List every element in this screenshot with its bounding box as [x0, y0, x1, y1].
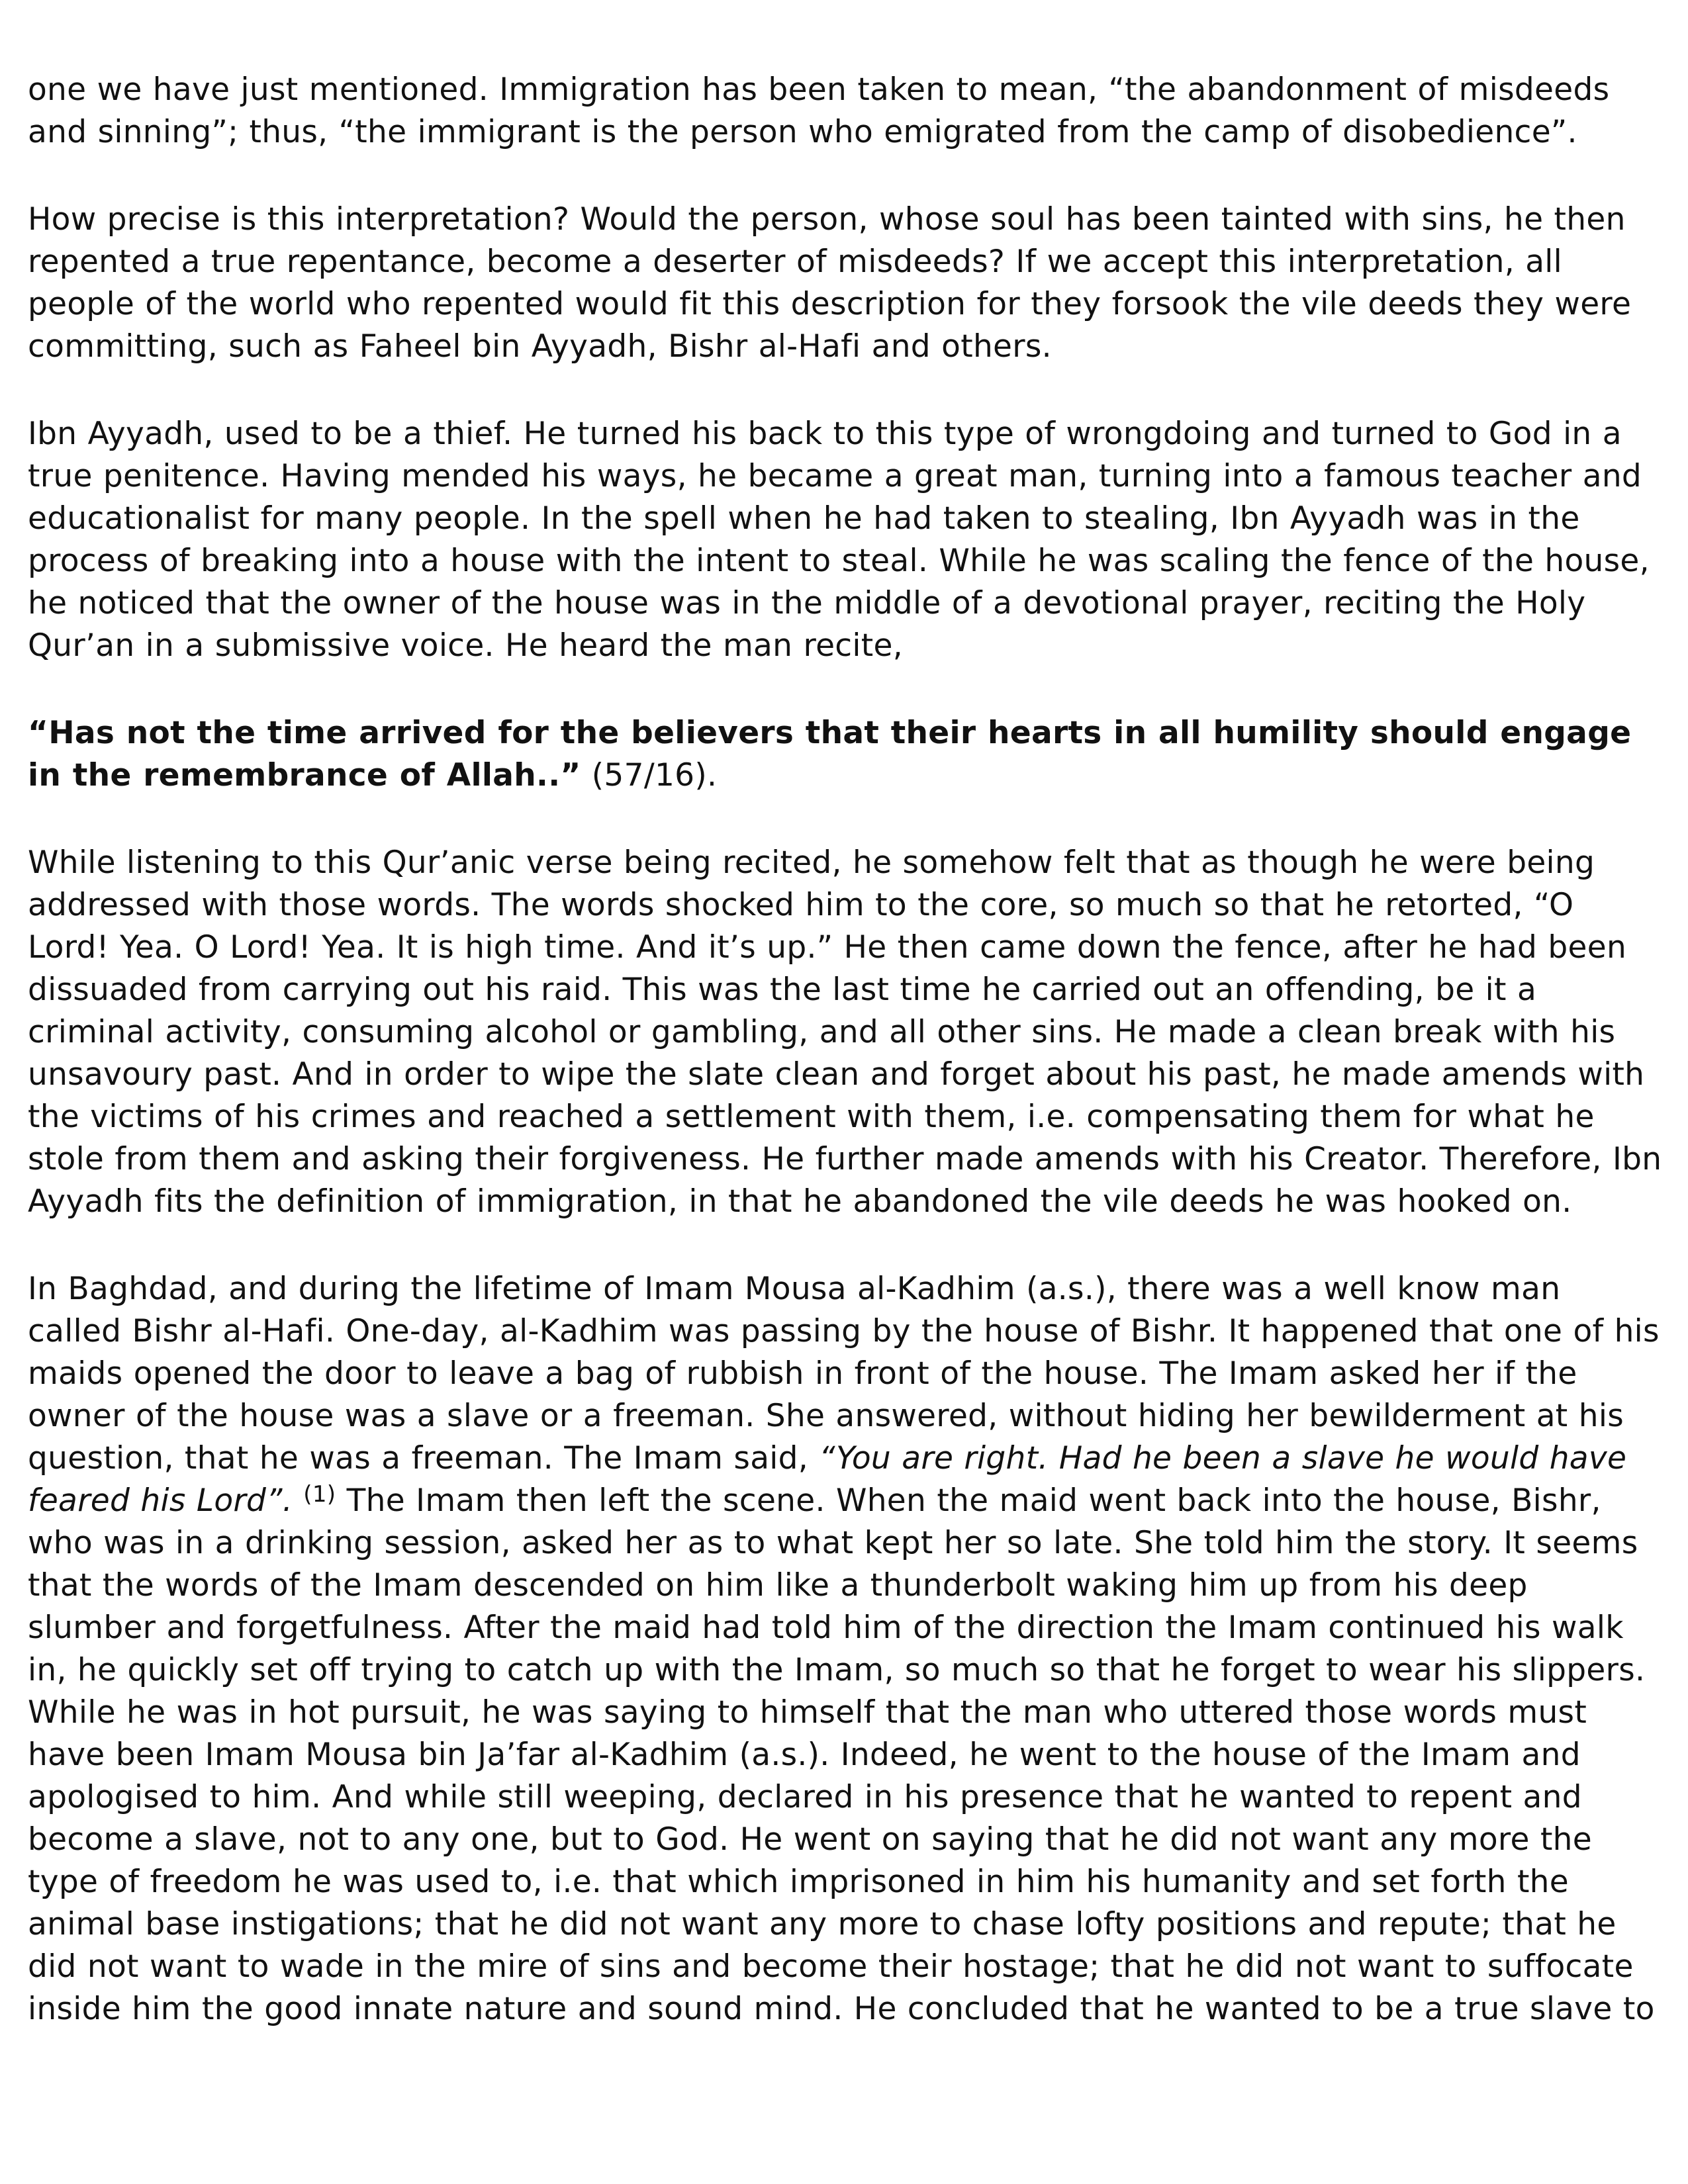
document-page	[28, 69, 1663, 2030]
paragraph-bishr-al-hafi	[28, 1268, 1663, 2030]
paragraph-gap	[28, 797, 1663, 842]
bishr-text-before: In Baghdad, and during the lifetime of Imam Mousa al-Kadhim (a.s.), there was a well know man called Bishr al-Hafi. One-day, al-Kadhim was passing by the house of Bishr. It happened that one of his maids opened the door to leave a bag of rubbish in front of the house. The Imam asked her if the owner of the house was a slave or a freeman. She answered, without hiding her bewilderment at his question, that he was a freeman. The Imam said,	[28, 1271, 1660, 1477]
paragraph-gap	[28, 368, 1663, 413]
quran-verse-text: “Has not the time arrived for the believers that their hearts in all humility should engage in the remembrance of Allah..”	[28, 715, 1632, 794]
paragraph-interpretation-question: How precise is this interpretation? Would the person, whose soul has been tainted with sins, he then repented a true repentance, become a deserter of misdeeds? If we accept this interpretation, all people of the world who repented would fit this description for they forsook the vile deeds they were committing, such as Faheel bin Ayyadh, Bishr al-Hafi and others.	[28, 201, 1632, 365]
paragraph-gap	[28, 154, 1663, 199]
imam-quote: “You are right. Had he been a slave he would have feared his Lord”.	[28, 1440, 1627, 1519]
paragraph-verse-effect: While listening to this Qur’anic verse being recited, he somehow felt that as though he were being addressed with those words. The words shocked him to the core, so much so that he retorted, “O Lord! Yea. O Lord! Yea. It is high time. And it’s up.” He then came down the fence, after he had been dissuaded from carrying out his raid. This was the last time he carried out an offending, be it a criminal activity, consuming alcohol or gambling, and all other sins. He made a clean break with his unsavoury past. And in order to wipe the slate clean and forget about his past, he made amends with the victims of his crimes and reached a settlement with them, i.e. compensating them for what he stole from them and asking their forgiveness. He further made amends with his Creator. Therefore, Ibn Ayyadh fits the definition of immigration, in that he abandoned the vile deeds he was hooked on.	[28, 844, 1662, 1220]
paragraph-ibn-ayyadh-thief: Ibn Ayyadh, used to be a thief. He turned his back to this type of wrongdoing and turned to God in a true penitence. Having mended his ways, he became a great man, turning into a famous teacher and educationalist for many people. In the spell when he had taken to stealing, Ibn Ayyadh was in the process of breaking into a house with the intent to steal. While he was scaling the fence of the house, he noticed that the owner of the house was in the middle of a devotional prayer, reciting the Holy Qur’an in a submissive voice. He heard the man recite,	[28, 416, 1650, 664]
verse-reference: (57/16).	[581, 757, 718, 794]
quran-quote	[28, 712, 1663, 797]
paragraph-gap	[28, 1223, 1663, 1268]
paragraph-gap	[28, 667, 1663, 712]
footnote-marker[interactable]: (1)	[303, 1481, 336, 1508]
bishr-text-after: The Imam then left the scene. When the maid went back into the house, Bishr, who was in a drinking session, asked her as to what kept her so late. She told him the story. It seems that the words of the Imam descended on him like a thunderbolt waking him up from his deep slumber and forgetfulness. After the maid had told him of the direction the Imam continued his walk in, he quickly set off trying to catch up with the Imam, so much so that he forget to wear his slippers. While he was in hot pursuit, he was saying to himself that the man who uttered those words must have been Imam Mousa bin Ja’far al-Kadhim (a.s.). Indeed, he went to the house of the Imam and apologised to him. And while still weeping, declared in his presence that he wanted to repent and become a slave, not to any one, but to God. He went on saying that he did not want any more the type of freedom he was used to, i.e. that which imprisoned in him his humanity and set forth the animal base instigations; that he did not want any more to chase lofty positions and repute; that he did not want to wade in the mire of sins and become their hostage; that he did not want to suffocate inside him the good innate nature and sound mind. He concluded that he wanted to be a true slave to	[28, 1482, 1655, 2027]
paragraph-immigration-meaning: one we have just mentioned. Immigration has been taken to mean, “the abandonment of misdeeds and sinning”; thus, “the immigrant is the person who emigrated from the camp of disobedience”.	[28, 71, 1610, 150]
